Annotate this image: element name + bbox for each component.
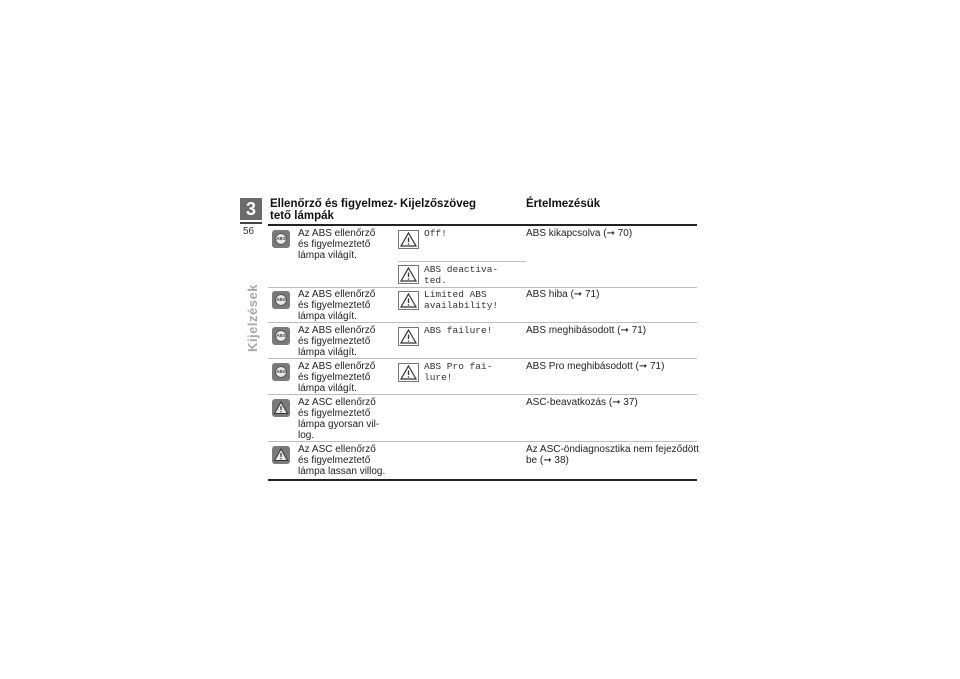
asc-lamp-icon: [272, 399, 290, 417]
lamp-description: Az ABS ellenőrző és figyelmeztető lámpa világít.: [298, 289, 376, 322]
warning-triangle-icon: [398, 265, 419, 284]
meaning-text: ABS meghibásodott (➞ 71): [526, 325, 647, 336]
header-meaning: Értelmezésük: [526, 198, 601, 210]
header-lamps-line1: Ellenőrző és figyelmez-: [270, 198, 398, 210]
lamp-description: Az ABS ellenőrző és figyelmeztető lámpa világít.: [298, 228, 376, 261]
lamp-description: Az ABS ellenőrző és figyelmeztető lámpa világít.: [298, 361, 376, 394]
table-end-rule: [268, 479, 697, 481]
asc-lamp-icon: [272, 446, 290, 464]
header-rule: [268, 224, 697, 226]
warning-triangle-icon: [398, 291, 419, 310]
sub-row-divider: [398, 261, 526, 262]
row-divider: [268, 394, 697, 395]
display-text: ABS deactiva- ted.: [424, 264, 499, 286]
warning-triangle-icon: [398, 230, 419, 249]
display-text: ABS failure!: [424, 325, 493, 336]
abs-lamp-icon: ABS: [272, 230, 290, 248]
meaning-text: Az ASC-öndiagnosztika nem fejeződött be (➞ 38): [526, 444, 699, 466]
display-text: Limited ABS availability!: [424, 289, 499, 311]
meaning-text: ABS hiba (➞ 71): [526, 289, 600, 300]
lamp-description: Az ABS ellenőrző és figyelmeztető lámpa világít.: [298, 325, 376, 358]
row-divider: [268, 358, 697, 359]
abs-lamp-icon: ABS: [272, 327, 290, 345]
row-divider: [268, 287, 697, 288]
meaning-text: ASC-beavatkozás (➞ 37): [526, 397, 638, 408]
chapter-number-tab: 3: [240, 198, 262, 220]
abs-lamp-icon: ABS: [272, 291, 290, 309]
header-display-text: Kijelzőszöveg: [400, 198, 477, 210]
display-text: Off!: [424, 228, 447, 239]
meaning-text: ABS Pro meghibásodott (➞ 71): [526, 361, 665, 372]
warning-triangle-icon: [398, 327, 419, 346]
header-lamps-line2: tető lámpák: [270, 210, 334, 222]
warning-triangle-icon: [398, 363, 419, 382]
meaning-text: ABS kikapcsolva (➞ 70): [526, 228, 633, 239]
row-divider: [268, 441, 697, 442]
page-number: 56: [243, 226, 255, 237]
lamp-description: Az ASC ellenőrző és figyelmeztető lámpa gyorsan vil- log.: [298, 397, 380, 441]
header-lamps: [270, 198, 397, 222]
chapter-divider: [240, 222, 262, 224]
side-chapter-label: Kijelzések: [245, 284, 260, 352]
display-text: ABS Pro fai- lure!: [424, 361, 493, 383]
lamp-description: Az ASC ellenőrző és figyelmeztető lámpa lassan villog.: [298, 444, 386, 477]
row-divider: [268, 322, 697, 323]
abs-lamp-icon: ABS: [272, 363, 290, 381]
